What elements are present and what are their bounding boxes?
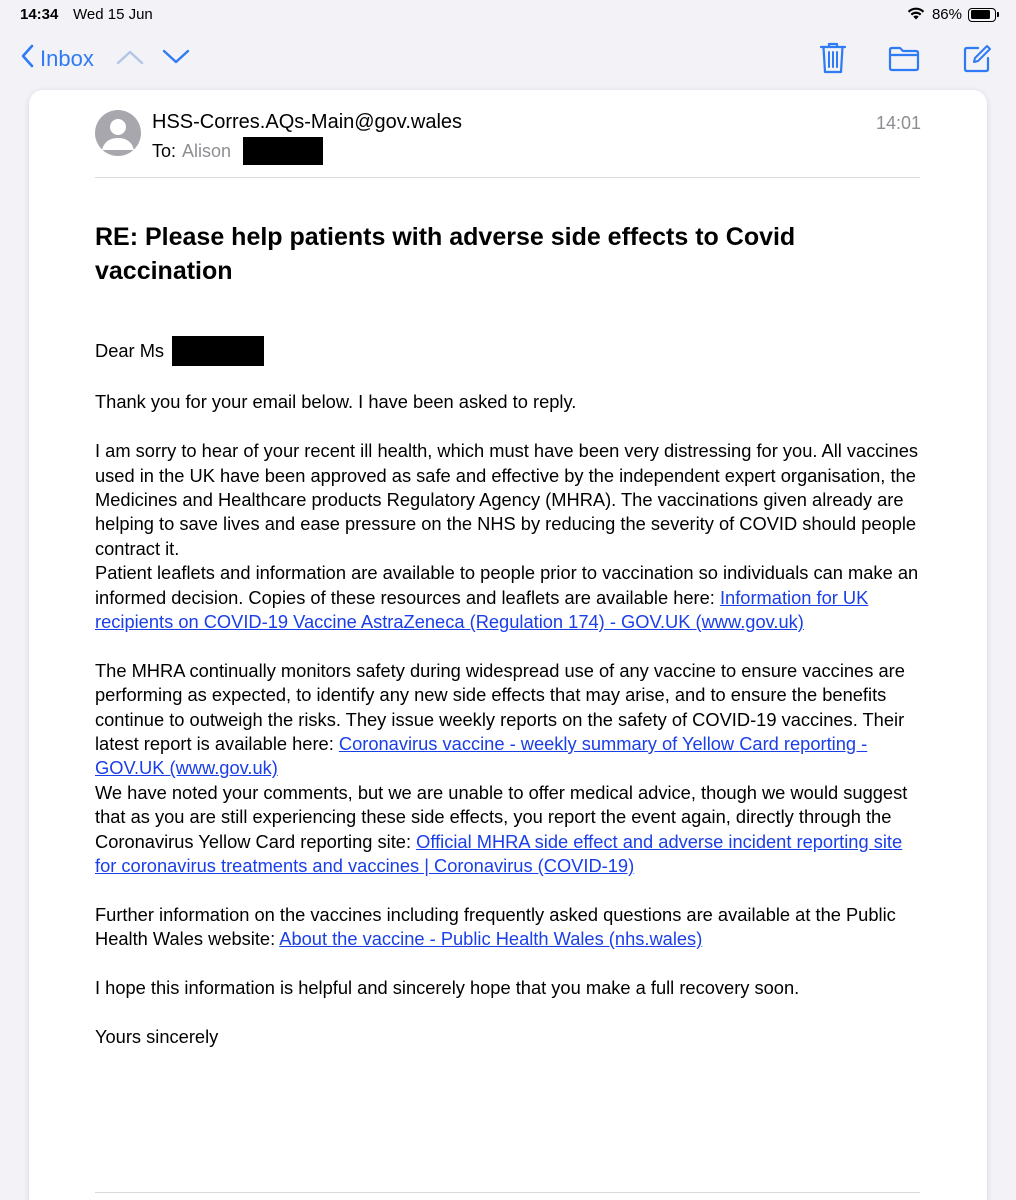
closing-line: Yours sincerely [95, 1025, 219, 1047]
battery-icon [968, 8, 996, 22]
redaction-box [172, 336, 264, 366]
link-astrazeneca-info[interactable]: Information for UK recipients on COVID-19 Vaccine AstraZeneca (Regulation 174) - GOV.UK (www.gov.uk) [95, 586, 869, 633]
move-to-folder-button[interactable] [888, 46, 920, 77]
body-text: Further information on the vaccines including frequently asked questions are available at the Public Health Wales website: [95, 903, 896, 950]
footer-divider [95, 1192, 920, 1193]
body-paragraph [95, 561, 925, 634]
body-paragraph [95, 781, 925, 879]
body-paragraph [95, 903, 925, 952]
compose-button[interactable] [962, 44, 992, 79]
trash-button[interactable] [819, 42, 847, 79]
compose-icon [962, 44, 992, 74]
received-time: 14:01 [875, 113, 921, 133]
chevron-up-icon [116, 48, 144, 66]
redaction-box [243, 137, 323, 165]
battery-level [971, 10, 991, 19]
recipient-name[interactable]: Alison [182, 140, 232, 161]
previous-message-button[interactable] [116, 48, 144, 71]
person-icon [95, 110, 141, 156]
wifi-icon [906, 5, 926, 24]
recipient-line [152, 137, 323, 165]
back-to-inbox-button[interactable] [20, 44, 94, 74]
body-paragraph: I hope this information is helpful and sincerely hope that you make a full recovery soon. [95, 977, 800, 999]
chevron-down-icon [162, 48, 190, 66]
email-subject: RE: Please help patients with adverse side effects to Covid vaccination [95, 223, 796, 285]
sender-address[interactable]: HSS-Corres.AQs-Main@gov.wales [152, 111, 463, 133]
body-text: We have noted your comments, but we are unable to offer medical advice, though we would suggest that as you are still experiencing these side effects, you report the event again, directly through the Coronavirus Yellow Card reporting site: [95, 781, 908, 852]
trash-icon [819, 42, 847, 74]
body-text: Patient leaflets and information are available to people prior to vaccination so individuals can make an informed decision. Copies of these resources and leaflets are available here: [95, 562, 919, 608]
battery-percent: 86% [931, 6, 962, 23]
body-text: The MHRA continually monitors safety during widespread use of any vaccine to ensure vaccines are performing as expected, to identify any new side effects that may arise, and to ensure the benefits continue to outweigh the risks. They issue weekly reports on the safety of COVID-19 vaccines. Their latest report is available here: [95, 659, 905, 755]
link-public-health-wales[interactable]: About the vaccine - Public Health Wales (nhs.wales) [279, 928, 703, 950]
email-card [29, 90, 987, 1200]
header-divider [95, 177, 920, 178]
status-indicators [906, 5, 996, 24]
status-date: Wed 15 Jun [73, 6, 153, 23]
status-bar [0, 0, 1016, 30]
folder-icon [888, 46, 920, 72]
back-label: Inbox [40, 46, 94, 71]
email-body [95, 336, 925, 1049]
to-label: To: [152, 140, 177, 161]
link-yellow-card-summary[interactable]: Coronavirus vaccine - weekly summary of Yellow Card reporting - GOV.UK (www.gov.uk) [95, 733, 868, 779]
link-mhra-reporting-site[interactable]: Official MHRA side effect and adverse incident reporting site for coronavirus treatments and vaccines | Coronavirus (COVID-19) [95, 830, 903, 877]
body-paragraph [95, 659, 925, 781]
status-time: 14:34 [20, 6, 59, 23]
body-paragraph: Thank you for your email below. I have been asked to reply. [95, 391, 577, 413]
next-message-button[interactable] [162, 48, 190, 71]
chevron-left-icon [20, 44, 40, 74]
greeting-line [95, 336, 925, 366]
mail-toolbar [0, 36, 1016, 86]
greeting: Dear Ms [95, 339, 165, 361]
body-paragraph: I am sorry to hear of your recent ill health, which must have been very distressing for you. All vaccines used in the UK have been approved as safe and effective by the independent expert organisation, the Medicines and Healthcare products Regulatory Agency (MHRA). The vaccinations given already are helping to save lives and ease pressure on the NHS by reducing the severity of COVID should people contract it. [95, 440, 919, 559]
avatar [95, 110, 141, 156]
